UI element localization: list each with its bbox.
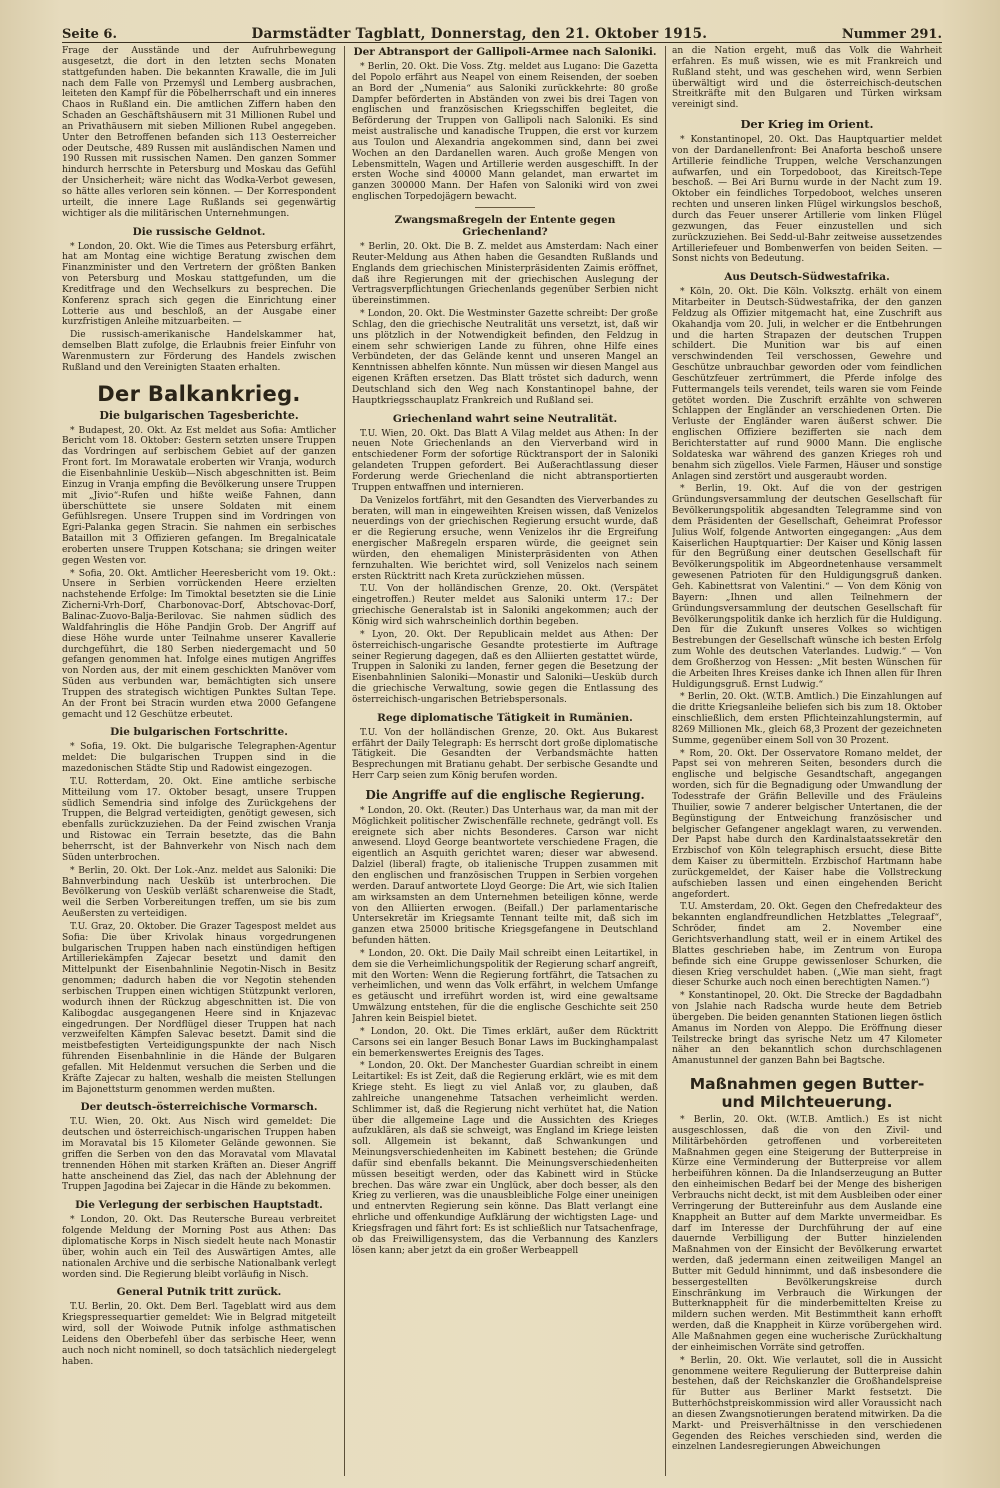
article-paragraph: * Berlin, 20. Okt. (W.T.B. Amtlich.) Die Einzahlungen auf die dritte Kriegsanleihe beliefen sich bis zum 18. Oktober einschließlich, dem ersten Pflichteinzahlungstermin, auf 8269 Millionen Mk., gleich 68,3 Prozent der gezeichneten Summe, gegenüber einem Soll von 30 Prozent. [672,692,942,746]
article-paragraph: an die Nation ergeht, muß das Volk die Wahrheit erfahren. Es muß wissen, wie es mit Frankreich und Rußland steht, und was geschehen wird, wenn Serbien überwältigt wird und die österreichisch-deutschen Streitkräfte mit den Bulgaren und Türken wirksam vereinigt sind. [672,46,942,111]
article-paragraph: * Sofia, 20. Okt. Amtlicher Heeresbericht vom 19. Okt.: Unsere in Serbien vorrückenden Heere erzielten nachstehende Erfolge: Im Timoktal besetzten sie die Linie Zicherni-Vrh-Dorf, Charbonovac-Dorf, Abtschovac-Dorf, Balinac-Zuovo-Balja-Berilovac. Sie nahmen südlich des Waldfahringlis die Höhe Pandjin Grob. Der Angriff auf diese Höhe wurde unter Teilnahme unserer Kavallerie durchgeführt, die 180 Serben niedergemacht und 50 gefangen genommen hat. Infolge eines mutigen Angriffes von Norden aus, der mit einem geschickten Manöver vom Süden aus verbunden war, bemächtigten sich unsere Truppen des strategisch wichtigen Punktes Sultan Tepe. An der Front bei Stracin wurden etwa 2000 Gefangene gemacht und 12 Geschütze erbeutet. [62,568,336,720]
article-paragraph: * Rom, 20. Okt. Der Osservatore Romano meldet, der Papst sei von mehreren Seiten, besonders durch die englische und belgische Gesandtschaft, angegangen worden, sich für die Begnadigung oder Umwandlung der Todesstrafe der Gräfin Belleville und des Fräuleins Thuilier, sowie 7 anderer belgischer Untertanen, die der Begünstigung der Entweichung französischer und belgischer Gefangener angeklagt waren, zu verwenden. Der Papst habe durch den Kardinalstaatssekretär den Erzbischof von Köln telegraphisch ersucht, diese Bitte dem Kaiser zu übermitteln. Erzbischof Hartmann habe zurückgemeldet, der Kaiser habe die Vollstreckung aufschieben lassen und einen eingehenden Bericht angefordert. [672,748,942,900]
article-paragraph: T.U. Von der holländischen Grenze, 20. Okt. Aus Bukarest erfährt der Daily Telegraph: Es herrscht dort große diplomatische Tätigkeit. Die Gesandten der Verbandsmächte hatten Besprechungen mit Bratianu gehabt. Der serbische Gesandte und Herr Carp seien zum König berufen worden. [352,727,658,782]
headline-krieg-orient: Der Krieg im Orient. [740,117,874,132]
article-paragraph: Die russisch-amerikanische Handelskammer hat, demselben Blatt zufolge, die Erlaubnis freier Einfuhr von Warenmustern zur Förderung des Handels zwischen Rußland und den Vereinigten Staaten erhalten. [62,330,336,373]
headline-zwangsmassregeln: Zwangsmaßregeln der Entente gegen Griechenland? [394,213,616,238]
article-paragraph: * London, 20. Okt. Der Manchester Guardian schreibt in einem Leitartikel: Es ist Zeit, daß die Regierung erklärt, wie es mit dem Kriege steht. Es liegt zu viel Anlaß vor, zu glauben, daß zahlreiche unangenehme Tatsachen verheimlicht werden. Schlimmer ist, daß die Regierung nicht verhütet hat, die Nation über die allgemeine Lage und die Aussichten des Krieges aufzuklären, als daß sie schweigt, was England im Kriege leisten soll. Allgemein ist bekannt, daß Schwankungen und Meinungsverschiedenheiten im Kabinett bestehen; die Gründe dafür sind ebenfalls bekannt. Die Meinungsverschiedenheiten müssen beseitigt werden, oder das Kabinett wird in Stücke brechen. Das wäre zwar ein Unglück, aber doch besser, als den Krieg zu verlieren, was die unausbleibliche Folge einer uneinigen und entnervten Regierung sein könne. Das Blatt verlangt eine ehrliche und offenkundige Aufklärung der wichtigsten Lage- und Kriegsfragen und fährt fort: Es ist schließlich nur Tatsachenfrage, ob das Freiwilligensystem, das die Verbannung des Kanzlers lösen kann; aber jetzt da ein großer Werbeappell [352,1061,658,1256]
article-paragraph: T.U. Graz, 20. Oktober. Die Grazer Tagespost meldet aus Sofia: Die über Krivolak hinaus vorgedrungenen bulgarischen Truppen haben nach einstündigen heftigen Artilleriekämpfen Zajecar besetzt und damit den Mittelpunkt der Eisenbahnlinie Negotin-Nisch in Besitz genommen; dadurch haben die vor Negotin stehenden serbischen Truppen einen wichtigen Stützpunkt verloren, wodurch ihnen der Rückzug abgeschnitten ist. Die von Kalibogdac ausgegangenen Heere sind in Knjazevac eingedrungen. Der Nordflügel dieser Truppen hat nach verzweifelten Kämpfen Salevac besetzt. Damit sind die meistbefestigten Verteidigungspunkte der nach Nisch führenden Eisenbahnlinie in die Hände der Bulgaren gefallen. Mit Heldenmut versuchen die Serben und die Kräfte Zajecar zu halten, weshalb die meisten Stellungen im Bajonettsturm genommen werden mußten. [62,921,336,1095]
article-paragraph: * London, 20. Okt. Die Daily Mail schreibt einen Leitartikel, in dem sie die Verheimlichungspolitik der Regierung scharf angreift, mit den Worten: Wenn die Regierung fortfährt, die Tatsachen zu verheimlichen, und wenn das Volk erfährt, in welchem Umfange es getäuscht und irreführt worden ist, wird eine gewaltsame Umwälzung entstehen, für die die englische Geschichte seit 250 Jahren kein Beispiel bietet. [352,948,658,1024]
newspaper-title-date: Darmstädter Tagblatt, Donnerstag, den 21. Oktober 1915. [251,26,708,42]
headline-suedwestafrika: Aus Deutsch-Südwestafrika. [724,271,890,284]
column-2 [352,46,658,1476]
article-paragraph: * London, 20. Okt. Die Times erklärt, außer dem Rücktritt Carsons sei ein langer Besuch Bonar Laws im Buckinghampalast ein bemerkenswertes Ereignis des Tages. [352,1026,658,1059]
article-paragraph: T.U. Wien, 20. Okt. Das Blatt A Vilag meldet aus Athen: In der neuen Note Griechenlands an den Vierverband wird in entschiedener Form der sofortige Rücktransport der in Saloniki gelandeten Truppen gefordert. Bei Außerachtlassung dieser Forderung werde Griechenland die nicht abtransportierten Truppen entwaffnen und internieren. [352,428,658,493]
masthead [62,16,942,43]
article-paragraph: T.U. Wien, 20. Okt. Aus Nisch wird gemeldet: Die deutschen und österreichisch-ungarischen Truppen haben im Moravatal bis 15 Kilometer Gelände gewonnen. Sie griffen die Serben von den das Moravatal vom Mlavatal trennenden Höhen mit starken Kräften an. Dieser Angriff hatte anscheinend das Ziel, das nach der Ablehnung der Truppen Jagodina bei Zajecar in die Hände zu bekommen. [62,1117,336,1193]
issue-number: Nummer 291. [841,27,942,42]
article-paragraph: * Berlin, 20. Okt. Die B. Z. meldet aus Amsterdam: Nach einer Reuter-Meldung aus Athen haben die Gesandten Rußlands und Englands dem griechischen Ministerpräsidenten Zaimis eröffnet, daß ihre Regierungen mit der griechischen Auslegung der Vertragsverpflichtungen Griechenlands gegenüber Serbien nicht übereinstimmen. [352,241,658,307]
article-paragraph: * Berlin, 20. Okt. Der Lok.-Anz. meldet aus Saloniki: Die Bahnverbindung nach Uesküb ist unterbrochen. Die Bevölkerung von Uesküb verläßt scharenweise die Stadt, weil die Serben Vorbereitungen treffen, um sie bis zum Aeußersten zu verteidigen. [62,865,336,920]
article-paragraph: * London, 20. Okt. Das Reutersche Bureau verbreitet folgende Meldung der Morning Post aus Athen: Das diplomatische Korps in Nisch siedelt heute nach Monastir über, wohin auch ein Teil des Auswärtigen Amtes, alle nationalen Archive und die serbische Nationalbank verlegt worden sind. Die Regierung bleibt vorläufig in Nisch. [62,1215,336,1280]
headline-angriffe-regierung: Die Angriffe auf die englische Regierung. [365,787,645,802]
page-number: Seite 6. [62,27,117,42]
article-paragraph: * Sofia, 19. Okt. Die bulgarische Telegraphen-Agentur meldet: Die bulgarischen Truppen sind in die mazedonischen Städte Stip und Radowist eingezogen. [62,742,336,775]
headline-abtransport: Der Abtransport der Gallipoli-Armee nach Saloniki. [353,46,657,58]
headline-putnik: General Putnik tritt zurück. [116,1286,282,1299]
article-paragraph: * Berlin, 20. Okt. Wie verlautet, soll die in Aussicht genommene weitere Regulierung der Butterpreise dahin bestehen, daß der Reichskanzler die Großhandelspreise für Butter aus Berliner Markt festsetzt. Die Butterhöchstpreiskommission wird aller Voraussicht nach an diesen Zwangsnotierungen beratend mitwirken. Da die Markt- und Preisverhältnisse in den verschiedenen Gegenden des Reiches verschieden sind, werden die einzelnen Landesregierungen Abweichungen [672,1355,942,1453]
divider [475,207,535,208]
article-paragraph: * London, 20. Okt. Die Westminster Gazette schreibt: Der große Schlag, den die griechische Neutralität uns versetzt, ist, daß wir uns plötzlich in der Notwendigkeit befinden, den Feldzug in einem sehr schwierigen Lande zu führen, ohne Hilfe eines Verbündeten, der das Gelände kennt und unseren Mangel an Kenntnissen abhelfen könnte. Nun müssen wir diesen Mangel aus eigenen Kräften ersetzen. Das Blatt tröstet sich dadurch, wenn Deutschland sich den Weg nach Konstantinopel bahne, der Hauptkriegsschauplatz Frankreich und Rußland sei. [352,309,658,406]
headline-verlegung-hauptstadt: Die Verlegung der serbischen Hauptstadt. [75,1199,323,1212]
article-paragraph: * London, 20. Okt. Wie die Times aus Petersburg erfährt, hat am Montag eine wichtige Beratung zwischen dem Finanzminister und den Vertretern der größten Banken von Petersburg und Moskau stattgefunden, um die Kreditfrage und den Wechselkurs zu besprechen. Die Konferenz sprach sich gegen die Einrichtung einer Lotterie aus und beschloß, an der Ausgabe einer kurzfristigen Anleihe mitzuarbeiten. — [62,241,336,328]
headline-vormarsch: Der deutsch-österreichische Vormarsch. [80,1101,318,1114]
article-paragraph: T.U. Rotterdam, 20. Okt. Eine amtliche serbische Mitteilung vom 17. Oktober besagt, unsere Truppen südlich Semendria sind infolge des Zurückgehens der Truppen, die Belgrad verteidigten, genötigt gewesen, sich ebenfalls zurückzuziehen. Da der Feind zwischen Vranja und Ristowac ein Terrain besetzte, das die Bahn beherrscht, ist der Bahnverkehr von Nisch nach dem Süden unterbrochen. [62,776,336,863]
headline-butter-milchteuerung: Maßnahmen gegen Butter- und Milchteuerung. [689,1075,925,1112]
article-paragraph: * London, 20. Okt. (Reuter.) Das Unterhaus war, da man mit der Möglichkeit politischer Zwischenfälle rechnete, gedrängt voll. Es ereignete sich aber nichts Besonderes. Carson war nicht anwesend. Lloyd George beantwortete verschiedene Fragen, die eigentlich an Asquith gerichtet waren; dieser war abwesend. Dalziel (liberal) fragte, ob italienische Truppen zusammen mit den englischen und französischen Truppen in Serbien vorgehen werden. Darauf antwortete Lloyd George: Die Art, wie sich Italien am wirksamsten an dem Unternehmen beteiligen könne, werde von den Alliierten erwogen. (Beifall.) Der parlamentarische Untersekretär im Kriegsamte Tennant teilte mit, daß sich im ganzen etwa 25000 britische Kriegsgefangene in Deutschland befunden hätten. [352,805,658,947]
column-rule [665,46,666,1476]
headline-balkankrieg: Der Balkankrieg. [97,381,301,406]
article-paragraph: * Konstantinopel, 20. Okt. Die Strecke der Bagdadbahn von Jslahie nach Radscha wurde heute dem Betrieb übergeben. Die beiden genannten Stationen liegen östlich Amanus im Norden von Aleppo. Die Eröffnung dieser Teilstrecke bringt das syrische Netz um 47 Kilometer näher an den bekanntlich schon durchschlagenen Amanustunnel der ganzen Bahn bei Bagtsche. [672,991,942,1067]
headline-russische-geldnot: Die russische Geldnot. [132,225,266,238]
headline-griechenland-neutralitaet: Griechenland wahrt seine Neutralität. [392,412,618,425]
column-1 [62,46,336,1476]
article-paragraph: * Konstantinopel, 20. Okt. Das Hauptquartier meldet von der Dardanellenfront: Bei Anaforta beschoß unsere Artillerie feindliche Truppen, welche Verschanzungen aufwarfen, und ein Torpedoboot, das Kireitsch-Tepe beschoß. — Bei Ari Burnu wurde in der Nacht zum 19. Oktober ein feindliches Torpedoboot, welches unseren rechten und unseren linken Flügel wirkungslos beschoß, durch das Feuer unserer Artillerie vom linken Flügel gezwungen, das Feuer einzustellen und sich zurückzuziehen. Bei Sedd-ul-Bahr zeitweise aussetzendes Artilleriefeuer und Bombenwerfen von beiden Seiten. — Sonst nichts von Bedeutung. [672,135,942,265]
article-paragraph: * Köln, 20. Okt. Die Köln. Volksztg. erhält von einem Mitarbeiter in Deutsch-Südwestafrika, der den ganzen Feldzug als Offizier mitgemacht hat, eine Zuschrift aus Okahandja vom 20. Juli, in welcher er die Entbehrungen und die harten Strapazen der deutschen Truppen schildert. Die Munition war bis auf einen verschwindenden Teil verschossen, Gewehre und Geschütze unbrauchbar geworden oder vom feindlichen Geschützfeuer zertrümmert, die Pferde infolge des Futtermangels teils verendet, teils waren sie vom Feinde getötet worden. Die Zuschrift erzählte von schweren Schlappen der Engländer an verschiedenen Orten. Die Verluste der Engländer waren äußerst schwer. Die englischen Offiziere bezifferten sie nach dem Berichterstatter auf rund 9000 Mann. Die englische Soldateska war während des ganzen Krieges roh und benahm sich zügellos. Viele Farmen, Häuser und sonstige Anlagen sind zerstört und ausgeraubt worden. [672,287,942,482]
article-paragraph: T.U. Amsterdam, 20. Okt. Gegen den Chefredakteur des bekannten englandfreundlichen Hetzblattes „Telegraaf“, Schröder, findet am 2. November eine Gerichtsverhandlung statt, weil er in einem Artikel des Blattes geschrieben habe, im Zentrum von Europa befinde sich eine Gruppe gewissenloser Schurken, die diesen Krieg verschuldet haben. („Wie man sieht, fragt dieser Schurke auch noch einen berechtigten Namen.“) [672,902,942,989]
article-paragraph: * Berlin, 20. Okt. Die Voss. Ztg. meldet aus Lugano: Die Gazetta del Popolo erfährt aus Neapel von einem Reisenden, der soeben an Bord der „Numenia“ aus Saloniki zurückkehrte: 80 große Dampfer beförderten in Abständen von zwei bis drei Tagen von englischen und französischen Kriegsschiffen begleitet, die Beförderung der Truppen von Gallipoli nach Saloniki. Es sind meist australische und kanadische Truppen, die erst vor kurzem aus Toulon und Alexandria angekommen sind, dann bei zwei Wochen an den Dardanellen waren. Auch große Mengen von Lebensmitteln, Wagen und Artillerie werden ausgeschifft. In der ersten Woche sind 40000 Mann gelandet, man erwartet im ganzen 300000 Mann. Der Hafen von Saloniki wird von zwei englischen Torpedojägern bewacht. [352,62,658,203]
article-paragraph: * Lyon, 20. Okt. Der Republicain meldet aus Athen: Der österreichisch-ungarische Gesandte protestierte im Auftrage seiner Regierung dagegen, daß es den Alliierten gestattet würde, Truppen in Saloniki zu landen, ferner gegen die Besetzung der Eisenbahnlinien Saloniki—Monastir und Saloniki—Uesküb durch die griechische Verwaltung, sowie gegen die Entlassung des österreichisch-ungarischen Betriebspersonals. [352,629,658,705]
article-paragraph: * Budapest, 20. Okt. Az Est meldet aus Sofia: Amtlicher Bericht vom 18. Oktober: Gestern setzten unsere Truppen das Vordringen auf serbischem Gebiet auf der ganzen Front fort. Im Morawatale eroberten wir Vranja, wodurch die Eisenbahnlinie Uesküb—Nisch abgeschnitten ist. Beim Einzug in Vranja empfing die Bevölkerung unsere Truppen mit „Jivio“-Rufen und hißte weiße Fahnen, dann überschüttete sie unsere Soldaten mit einem Gefühlsregen. Unsere Truppen sind im Vordringen von Egri-Palanka gegen Stracin. Sie nahmen ein serbisches Bataillon mit 3 Offizieren gefangen. Im Bregalnicatale eroberten unsere Truppen Kotschana; sie dringen weiter gegen Westen vor. [62,425,336,566]
article-paragraph: T.U. Berlin, 20. Okt. Dem Berl. Tageblatt wird aus dem Kriegspressequartier gemeldet: Wie in Belgrad mitgeteilt wird, soll der Woiwode Putnik infolge asthmatischen Leidens den Oberbefehl über das serbische Heer, wenn auch noch nicht nominell, so doch tatsächlich niedergelegt haben. [62,1302,336,1367]
article-paragraph: T.U. Von der holländischen Grenze, 20. Okt. (Verspätet eingetroffen.) Reuter meldet aus Saloniki unterm 17.: Der griechische Generalstab ist in Saloniki angekommen; auch der König wird sich wahrscheinlich dorthin begeben. [352,584,658,627]
headline-bulgarische-fortschritte: Die bulgarischen Fortschritte. [110,726,288,739]
column-3 [672,46,942,1476]
column-rule [344,46,345,1476]
subheadline-bulgarische-tagesberichte: Die bulgarischen Tagesberichte. [99,408,299,422]
headline-rumaenien: Rege diplomatische Tätigkeit in Rumänien. [377,711,633,724]
article-paragraph: * Berlin, 20. Okt. (W.T.B. Amtlich.) Es ist nicht ausgeschlossen, daß die von den Zivil- und Militärbehörden getroffenen und vorbereiteten Maßnahmen gegen eine Steigerung der Butterpreise in Kürze eine Verminderung der Butterpreise vor allem herbeiführen können. Da die Inlandserzeugung an Butter den einheimischen Bedarf bei der Menge des bisherigen Verbrauchs nicht deckt, ist mit dem Ausbleiben oder einer Verringerung der Buttereinfuhr aus dem Auslande eine Knappheit an Butter auf dem Markte unvermeidbar. Es darf im Interesse der Durchführung der auf eine dauernde Verbilligung der Butter hinzielenden Maßnahmen von der Einsicht der Bevölkerung erwartet werden, daß jedermann einen zeitweiligen Mangel an Butter mit Geduld hinnimmt, und daß insbesondere die bessergestellten Bevölkerungskreise durch Einschränkung im Verbrauch die Wirkungen der Butterknappheit für die minderbemittelten Kreise zu mildern suchen werden. Mit Bestimmtheit kann erhofft werden, daß die Knappheit in Kürze vorübergehen wird. Alle Maßnahmen gegen eine wucherische Zurückhaltung der einheimischen Vorräte sind getroffen. [672,1115,942,1353]
article-paragraph: Da Venizelos fortfährt, mit den Gesandten des Vierverbandes zu beraten, will man in eingeweihten Kreisen wissen, daß Venizelos neuerdings von der griechischen Regierung ersucht wurde, daß er die Regierung ersuche, wenn Venizelos ihr die Ergreifung energischer Maßregeln ersparen würde, die geeignet sein würden, den ehemaligen Ministerpräsidenten von Athen fernzuhalten. Wie berichtet wird, soll Venizelos nach seinem ersten Rücktritt nach Kreta zurückziehen müssen. [352,495,658,582]
article-paragraph: * Berlin, 19. Okt. Auf die von der gestrigen Gründungsversammlung der deutschen Gesellschaft für Bevölkerungspolitik abgesandten Telegramme sind von dem Präsidenten der Gesellschaft, Geheimrat Professor Julius Wolf, folgende Antworten eingegangen: „Aus dem Kaiserlichen Hauptquartier: Der Kaiser und König lassen für den Begrüßung einer deutschen Gesellschaft für Bevölkerungspolitik im Abgeordnetenhause versammelt gewesenen Patrioten für den Huldigungsgruß danken. Geh. Kabinettsrat von Valentini.“ — Von dem König von Bayern: „Ihnen und allen Teilnehmern der Gründungsversammlung der deutschen Gesellschaft für Bevölkerungspolitik danke ich herzlich für die Huldigung. Den für die Zukunft unseres Volkes so wichtigen Bestrebungen der Gesellschaft wünsche ich besten Erfolg zum Wohle des deutschen Vaterlandes. Ludwig.“ — Von dem Großherzog von Hessen: „Mit besten Wünschen für die Arbeiten Ihres Kreises danke ich Ihnen allen für Ihren Huldigungsgruß. Ernst Ludwig.“ [672,484,942,690]
article-paragraph: Frage der Ausstände und der Aufruhrbewegung ausgesetzt, die dort in den letzten sechs Monaten stattgefunden haben. Die bekannten Krawalle, die im Juli nach dem Falle von Przemyśl und Lemberg ausbrachen, leiteten den Kampf für die Pöbelherrschaft und ein inneres Chaos in Rußland ein. Die amtlichen Ziffern haben den Schaden an Geschäftshäusern mit 31 Millionen Rubel und an Privathäusern mit sieben Millionen Rubel angegeben. Unter den Betroffenen befanden sich 113 Oesterreicher oder Deutsche, 489 Russen mit ausländischen Namen und 190 Russen mit russischen Namen. Den ganzen Sommer hindurch herrschte in Petersburg und Moskau das Gefühl der Unsicherheit; wäre nicht das Wodka-Verbot gewesen, so hätte alles verloren sein können. — Der Korrespondent urteilt, die innere Lage Rußlands sei gegenwärtig wichtiger als die militärischen Unternehmungen. [62,46,336,219]
